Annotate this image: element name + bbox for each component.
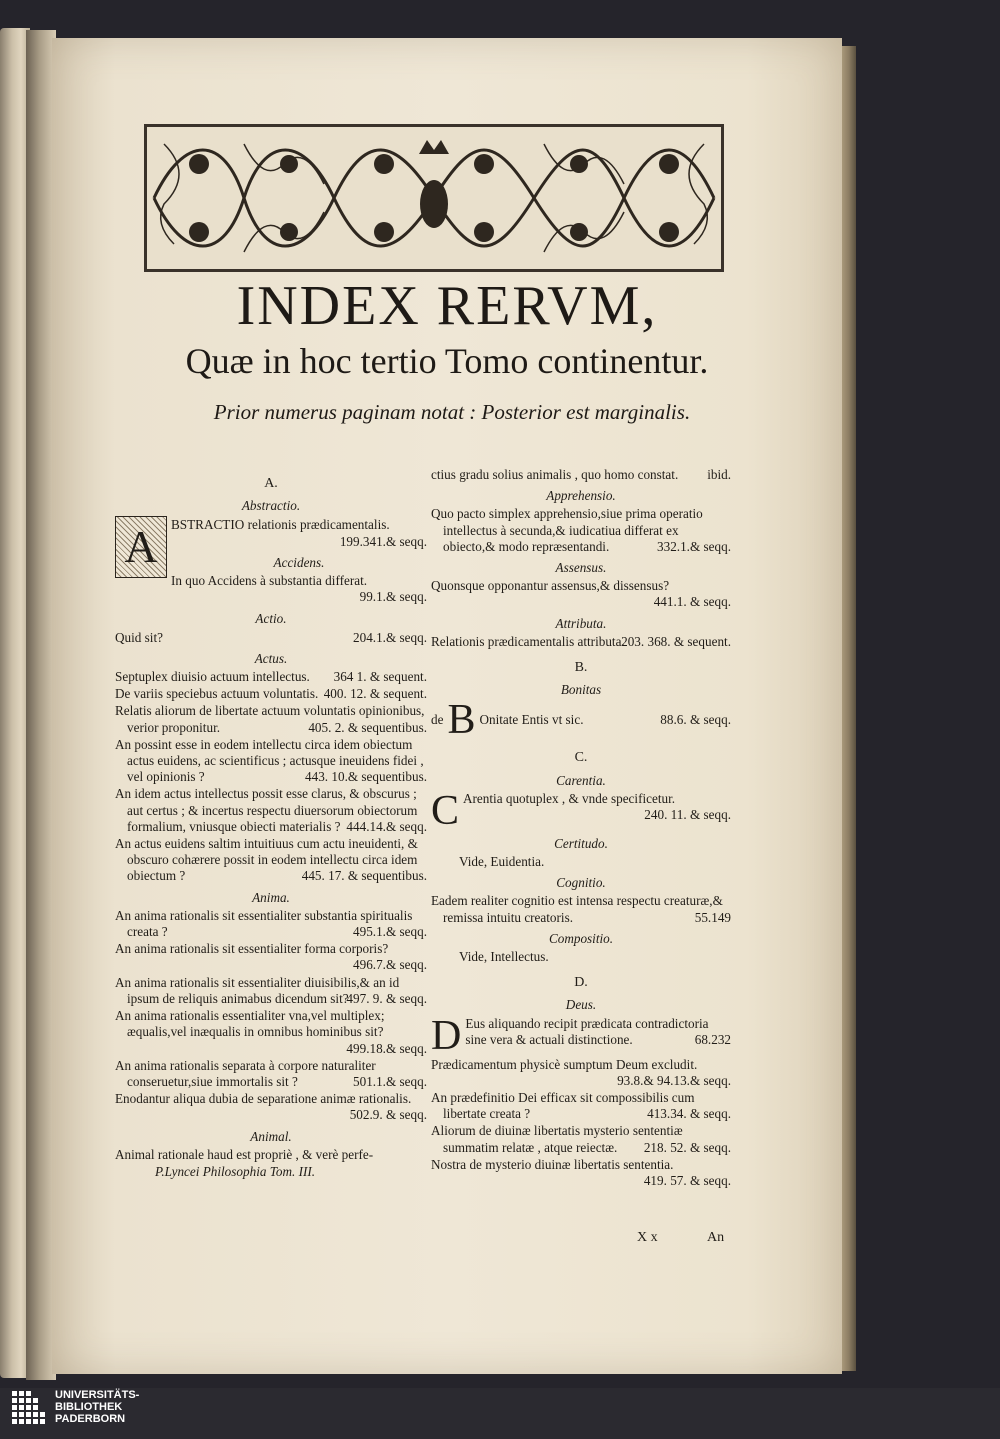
entry-text: Septuplex diuisio actuum intellectus. [115,669,310,685]
entry-text: An anima rationalis separata à corpore naturaliter conseruetur,siue immortalis sit ? [115,1057,376,1089]
left-column [115,466,427,1180]
list-item [115,516,427,606]
section-heading: Bonitas [560,682,602,698]
list-item [431,854,731,870]
entry-ref: 441.1. & seqq. [653,594,731,610]
entry-ref: 332.1.& seqq. [657,538,731,554]
section-heading: Accidens. [273,554,325,570]
ornamental-headpiece [144,124,724,272]
entry-text: Onitate Entis vt sic. [479,712,584,728]
letter-heading: B. [574,660,588,676]
entry-text: Vide, Intellectus. [459,949,549,965]
entry-text: Vide, Euidentia. [459,854,545,870]
section-heading: Compositio. [548,930,614,946]
entry-text: Animal rationale haud est propriè , & verè perfe- [115,1146,374,1162]
list-item [431,1123,731,1155]
section-heading: Actus. [254,650,288,666]
list-item [115,908,427,940]
list-item [431,506,731,555]
drop-capital: D [431,1012,462,1059]
list-item [431,1012,731,1059]
entry-ref: 499.18.& seqq. [346,1040,427,1056]
index-subtitle: Quæ in hoc tertio Tomo continentur. [185,341,709,381]
entry-ref: ibid. [707,467,731,482]
list-item [115,1008,427,1057]
entry-text: Nostra de mysterio diuinæ libertatis sententia. [431,1156,674,1172]
entry-text: Quo pacto simplex apprehensio,siue prima operatio intellectus à secunda,& iudicatiua differat ex obiecto,& modo repræsentandi. [431,506,703,554]
catchword: An [707,1230,725,1245]
list-item [115,786,427,835]
entry-ref: 218. 52. & seqq. [643,1139,731,1155]
list-item [431,1157,731,1189]
list-item [115,703,427,735]
entry-ref: 444.14.& seqq. [346,818,427,834]
entry-ref: 496.7.& seqq. [353,957,427,973]
entry-ref: 400. 12. & sequent. [323,686,427,702]
entry-text: Enodantur aliqua dubia de separatione animæ rationalis. [115,1091,412,1107]
list-item [431,634,731,650]
entry-ref: 199.341.& seqq. [339,533,427,549]
entry-ref: 495.1.& seqq. [353,924,427,940]
section-heading: Carentia. [556,772,606,788]
entry-text: An anima rationalis sit essentialiter forma corporis? [115,941,389,957]
list-item [115,1058,427,1090]
book-page [52,38,842,1374]
entry-ref: 364 1. & sequent. [333,669,427,685]
section-heading: Anima. [252,889,290,905]
list-item [115,836,427,885]
index-title: INDEX RERVM, [236,275,658,337]
drop-capital: C [431,787,460,834]
entry-ref: 445. 17. & sequentibus. [301,868,427,884]
entry-text: BSTRACTIO relationis prædicamentalis. [171,517,390,533]
list-item [431,893,731,925]
list-item [431,1057,731,1089]
section-heading: Animal. [250,1128,292,1144]
list-item [115,941,427,973]
entry-text: Aliorum de diuinæ libertatis mysterio sententiæ summatim relatæ , atque reiectæ. [431,1123,683,1155]
entry-text: Eadem realiter cognitio est intensa respectu creaturæ,& remissa intuitu creatoris. [431,893,723,925]
entry-prefix: de [431,712,444,728]
entry-ref: 68.232 [694,1031,731,1047]
signature-mark: X x [637,1230,658,1245]
list-item [115,1147,427,1163]
entry-ref: 502.9. & seqq. [349,1107,427,1123]
list-item [115,1091,427,1123]
entry-text: In quo Accidens à substantia differat. [171,573,368,589]
entry-ref: 240. 11. & seqq. [644,807,731,823]
entry-ref: 99.1.& seqq. [359,589,427,605]
letter-heading: C. [574,750,588,766]
letter-heading: A. [264,476,278,491]
entry-text: Arentia quotuplex , & vnde specificetur. [463,790,676,806]
entry-ref: 413.34. & seqq. [647,1106,731,1122]
entry-ref: 88.6. & seqq. [660,712,731,728]
right-column [431,466,731,1190]
list-item [115,630,427,646]
entry-text: An actus euidens saltim intuitiuus cum actu ineuidenti, & obscuro cohærere possit in eodem intellectu circa idem obiectum ? [115,836,418,884]
drop-capital: A [115,516,167,578]
section-heading: Apprehensio. [546,488,616,504]
entry-text: Eus aliquando recipit prædicata contradictoria sine vera & actuali distinctione. [465,1015,709,1047]
list-item [115,975,427,1007]
entry-ref: 443. 10.& sequentibus. [305,769,427,785]
index-note: Prior numerus paginam notat : Posterior est marginalis. [213,400,691,424]
list-item [431,467,731,483]
list-item [115,669,427,685]
entry-text: An possint esse in eodem intellectu circa idem obiectum actus euidens, ac scientificus ; actusque ineuidens fidei , vel opinionis ? [115,736,424,785]
entry-text: Quid sit? [115,629,163,645]
entry-ref: 55.149 [694,909,731,925]
signature-line: P.Lyncei Philosophia Tom. III. [155,1163,316,1179]
entry-ref: 203. 368. & sequent. [621,633,731,649]
list-item [431,697,731,744]
entry-ref: 93.8.& 94.13.& seqq. [617,1072,731,1088]
letter-heading: D. [574,975,588,991]
entry-text: An anima rationalis sit essentialiter substantia spiritualis creata ? [115,907,413,940]
section-heading: Cognitio. [556,875,606,891]
list-item [431,1090,731,1122]
section-heading: Attributa. [555,615,607,631]
entry-text: Relationis prædicamentalis attributa. [431,633,625,649]
entry-text: De variis speciebus actuum voluntatis. [115,686,319,702]
library-footer [0,1388,1000,1439]
entry-ref: 419. 57. & seqq. [643,1173,731,1189]
section-heading: Assensus. [555,560,607,576]
entry-text: ctius gradu solius animalis , quo homo constat. [431,467,679,482]
entry-text: Quonsque opponantur assensus,& dissensus? [431,578,670,594]
section-heading: Actio. [255,611,287,627]
list-item [431,578,731,610]
entry-ref: 405. 2. & sequentibus. [308,719,427,735]
library-logo-icon [10,1389,50,1431]
library-name: UNIVERSITÄTS- BIBLIOTHEK PADERBORN [55,1389,140,1425]
list-item [115,737,427,786]
drop-capital: B [447,697,476,744]
entry-text: An anima rationalis sit essentialiter diuisibilis,& an id ipsum de reliquis animabus dicendum sit? [115,974,400,1006]
entry-ref: 497. 9. & seqq. [346,990,427,1006]
entry-text: An prædefinitio Dei efficax sit compossibilis cum libertate creata ? [431,1090,695,1122]
list-item [431,949,731,965]
entry-text: An idem actus intellectus possit esse clarus, & obscurus ; aut certus ; & incertus respectu diuersorum obiectorum formalium, vniusque obiecti materialis ? [115,786,418,834]
list-item [115,686,427,702]
section-heading: Deus. [565,997,597,1013]
entry-text: Prædicamentum physicè sumptum Deum excludit. [431,1056,698,1072]
section-heading: Certitudo. [554,835,608,851]
list-item [431,787,731,834]
entry-ref: 204.1.& seqq. [353,629,427,645]
entry-text: Relatis aliorum de libertate actuum voluntatis opinionibus, verior proponitur. [115,703,425,735]
entry-ref: 501.1.& seqq. [353,1073,427,1089]
entry-text: An anima rationalis essentialiter vna,vel multiplex; æqualis,vel inæqualis in omnibus hominibus sit? [115,1008,385,1040]
section-heading: Abstractio. [241,498,301,514]
